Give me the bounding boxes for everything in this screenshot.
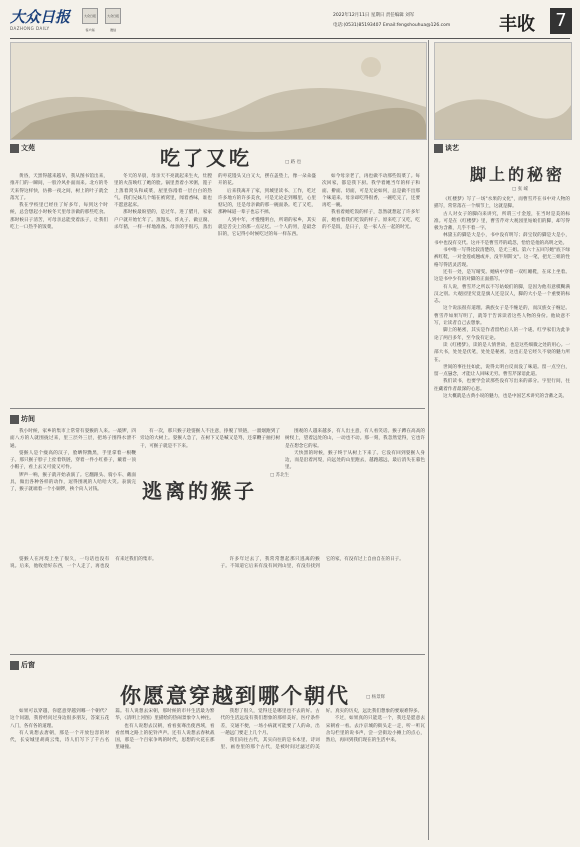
paragraph: 有一次，那只猴子趁耍猴人不注意，挣脱了铁链，一溜烟跑到了旁边的大树上。耍猴人急了，在树下又是喊又是骂，还拿鞭子抽打树干，可猴子就是不下来。: [140, 429, 280, 449]
article-body-column: [10, 428, 136, 553]
section-tag-tanyi: [434, 143, 459, 153]
paragraph: 我在学校里已经住了好多年，每到这个时候，总会想起小时候冬天里母亲做的那些吃食。那时候日子清苦，可母亲总能变着法子，让我们吃上一口热乎的饭菜。: [10, 203, 108, 231]
header-divider: [10, 38, 570, 39]
paragraph: 许多年过去了，我常常想起那只逃离的猴子。不知道它后来有没有回到山里，有没有找到它的家，有没有过上自由自在的日子。: [220, 557, 404, 570]
newspaper-logo-subtitle: DAZHONG DAILY: [10, 26, 50, 31]
paragraph: 黄昏，天黑得越来越早，我从图书馆出来，推开门的一瞬间，一股冷风扑面而来。北方的冬天来得这样快，仿佛一夜之间，树上的叶子就全落光了。: [10, 174, 108, 201]
qr-badges: [82, 8, 123, 35]
paragraph: 古人对女子的脚向来讲究，所谓三寸金莲，在当时是美的标准。可是在《红楼梦》里，曹雪芹对大观园里姑娘们的脚，却写得极为含蓄，几乎不着一字。: [434, 211, 570, 232]
column-divider: [428, 40, 429, 840]
article-body: [434, 196, 570, 840]
paragraph: 冬天的早晨，母亲天不亮就起来生火，灶膛里的火苗映红了她的脸。锅里煮着小米粥，篦子上蒸着窝头和咸菜，屋里弥漫着一层白白的热气。我们兄妹几个缩在被窝里，闻着香味，谁也不愿意起床。: [114, 174, 212, 209]
paragraph: 《红楼梦》写了一场"水果的文化"，而曹雪芹在书中对人物的描写，常常落在一个细节上，这就是脚。: [434, 197, 570, 210]
paragraph: 围观的人越来越多，有人出主意，有人看笑话。猴子蹲在高高的树杈上，望着远处的山，一动也不动。那一刻，我忽然觉得，它也许是在想念它的家。: [285, 429, 425, 449]
paragraph: 这个说法很有道理。满族女子是不缠足的，而汉族女子缠足。曹雪芹如果写明了，就等于告诉读者这些人物的身份。他故意不写，让读者自己去想象。: [434, 306, 570, 327]
article-byline: □ 苏北生: [270, 473, 290, 478]
article-title: 吃了又吃: [160, 146, 252, 170]
ink-landscape-illustration: [11, 43, 426, 139]
paragraph: 也有人说想去汉朝，看看张骞出使西域，看看丝绸之路上的驼铃声声。还有人说想去春秋战国，那是一个百家争鸣的时代，思想的火花在那里碰撞。: [115, 723, 215, 751]
paragraph: 人到中年，才慢慢明白，所谓的家乡，其实就是舌尖上的那一点记忆。一个人的胃，是最念旧的，它记得小时候吃过的每一样东西。: [218, 217, 316, 238]
paragraph: 有人说想去唐朝，那是一个开放包容的时代，长安城里胡商云集，诗人们写下了千古名篇。有人说想去宋朝，那时候的市井生活最为繁华，《清明上河图》里描绘的热闹景象令人神往。: [10, 709, 215, 744]
paragraph: 锣声一响，猴子就开始表演了。它翻跟头、骑小车、戴面具，做出各种各样的动作，逗得围观的人哈哈大笑。表演完了，猴子就端着一个小铜锣，挨个向人讨钱。: [10, 472, 136, 493]
tag-square-icon: [10, 661, 19, 670]
paragraph: 我小时候，家乡的集市上常常有耍猴的人来。一敲锣，四面八方的人就围拢过来，里三层外三层，把场子围得水泄不通。: [10, 429, 136, 449]
tag-label: 后窗: [21, 661, 35, 669]
paragraph: 林黛玉的脚是大是小，书中没有明写；薛宝钗的脚是大是小，书中也没有交代。这并不是曹雪芹的疏忽，恰恰是他的高明之处。: [434, 233, 570, 246]
paragraph: 还有一处，是写晴雯。她病中穿着一双红睡鞋，在床上坐着。这是书中少有的对脚的正面描写。: [434, 269, 570, 283]
paragraph: 如果可以穿越，你愿意穿越到哪一个朝代？这个问题，我曾经问过身边很多朋友，答案五花八门，各有各的道理。: [10, 709, 110, 729]
paragraph: 书中唯一写得比较清楚的，是尤三姐。第六十五回写她"底下绿裤红鞋，一对金莲或翘或并，没半刻斯文"。这一笔，把尤三姐的性格写得活灵活现。: [434, 248, 570, 268]
tag-label: 文苑: [21, 144, 35, 152]
qr-code-icon: 大众日报 微信: [105, 8, 121, 24]
paragraph: 我们读书，也要学会读那些没有写出来的部分。字里行间，往往藏着作者最深的心思。: [434, 379, 570, 392]
paragraph: 读《红楼梦》，读的是人情世故，也是这些细微之处的用心。一部大书，处处是伏笔，处处是秘密，这也正是它经久不衰的魅力所在。: [434, 342, 570, 363]
tag-square-icon: [10, 415, 19, 424]
tag-label: 坊间: [21, 415, 35, 423]
qr-code-icon: 大众日报 客户端: [82, 8, 98, 24]
section-tag-wenyuan: [10, 143, 35, 153]
paragraph: 不过，如果真的只能选一个，我还是愿意去宋朝看一看。去汴京城的街头走一走，听一听瓦舍勾栏里的说书声，尝一尝街边小摊上的点心，然后，再回到我们现在的生活中来。: [325, 716, 425, 744]
divider: [10, 654, 425, 655]
divider: [10, 408, 425, 409]
illustration-image: [434, 42, 572, 140]
article-body-column: [140, 428, 280, 472]
article-title: 你愿意穿越到哪个朝代: [120, 683, 350, 708]
article-byline: □ 路 也: [285, 160, 302, 165]
illustration-image: [10, 42, 427, 140]
tag-label: 谈艺: [445, 144, 459, 152]
paragraph: 这大概就是古典小说的魅力，也是中国艺术讲究的含蓄之美。: [443, 394, 568, 400]
ink-illustration: [435, 43, 571, 139]
section-tag-fangjian: [10, 414, 35, 424]
tag-square-icon: [434, 144, 443, 153]
paragraph: 有人说，曹雪芹之所以不写姑娘们的脚，是因为他有意模糊满汉之别。大观园里究竟是旗人还是汉人，脚的大小是一个重要的标志。: [434, 284, 570, 305]
article-byline: □ 张 嵘: [512, 187, 529, 192]
page-number: 7: [550, 8, 572, 34]
paragraph: 如今母亲老了，再也做不动那些饭菜了。每次回家，都是我下厨。我学着她当年的样子和面、擀面、切面，可是无论如何，总是做不出那个味道来。母亲却吃得很香，一碗吃完了，还要再吃一碗。: [322, 174, 420, 209]
tag-square-icon: [10, 144, 19, 153]
paragraph: 耍猴人在河堤上坐了很久，一句话也没有说。后来，他收拾好东西，一个人走了，再也没有来过我们的集市。: [10, 557, 157, 570]
paragraph: 后来我离开了家，到城里读书、工作，吃过许多地方的许多美食，可是无论走到哪里，心里惦记的，还是母亲做的那一碗面条。吃了又吃，那种味道一辈子也忘不掉。: [218, 188, 316, 216]
paragraph: 世间的事往往如此，说得太明白反而没了味道。留一点空白，留一点悬念，才能让人回味无穷。曹雪芹深谙此道。: [434, 364, 570, 378]
contact-line: 电话:(0531)85193407 Email:fengshouhua@126.com: [333, 23, 451, 28]
date-line: 2022年12月11日 星期日 责任编辑 刘军: [333, 13, 415, 18]
article-body: [10, 173, 420, 403]
section-tag-houchuang: [10, 660, 35, 670]
article-title: 逃离的猴子: [142, 479, 257, 503]
section-title: 丰收: [499, 14, 535, 35]
paragraph: 耍猴人是个瘦高的汉子，脸晒得黝黑，手里拿着一根鞭子。那只猴子脖子上拴着铁链，穿着一件小红褂子，戴着一顶小帽子，看上去又可爱又可怜。: [10, 450, 136, 471]
article-byline: □ 杨景辉: [366, 695, 386, 700]
article-title: 脚上的秘密: [470, 165, 566, 184]
article-body: [10, 708, 425, 840]
paragraph: 那时候最盼望的，是过年。进了腊月，家家户户就开始忙年了。蒸馒头、炸丸子、做豆腐、杀年猪，一样一样地准备。母亲的手很巧，蒸出的枣花馒头又白又大，摆在盖垫上，像一朵朵盛开的花。: [114, 174, 316, 231]
newspaper-logo: 大众日报: [10, 8, 71, 26]
paragraph: 天快黑的时候，猴子终于从树上下来了。它没有回到耍猴人身边，而是沿着河堤，向远处的山里跑去，越跑越远，最后消失在暮色里。: [285, 450, 425, 471]
paragraph: 我想了很久，觉得还是哪里也不去的好。古代的生活远没有我们想象的那样美好，医疗条件差，交通不便，一场小病就可能要了人的命，出一趟远门要走上几个月。: [220, 709, 320, 736]
paragraph: 我看着她吃饭的样子，忽然就想起了许多年前，她看着我们吃饭的样子。原来吃了又吃，吃的不是饭，是日子，是一家人在一起的时光。: [322, 210, 420, 231]
article-body-column: [285, 428, 425, 553]
article-body: [10, 556, 425, 648]
masthead: [10, 6, 570, 36]
paragraph: 我们向往古代，其实向往的是书本里、诗词里、画卷里的那个古代，是被时间过滤过的美好。真实的历史，远比我们想象的要艰难得多。: [220, 709, 423, 751]
paragraph: 脚上的秘密，其实是作者留给后人的一个谜。红学家们为此争论了两百多年，至今没有定论。: [434, 328, 570, 341]
